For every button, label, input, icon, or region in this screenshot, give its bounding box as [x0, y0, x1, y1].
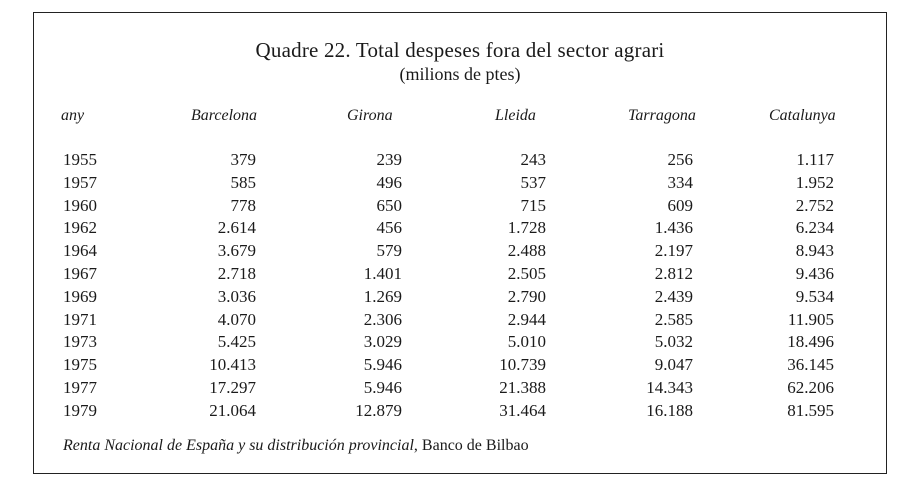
lleida-cell: 2.505 [507, 264, 546, 283]
girona-cell: 1.401 [363, 264, 402, 283]
table-subtitle: (milions de ptes) [399, 64, 521, 84]
tarragona-cell: 5.032 [654, 332, 693, 352]
catalunya-cell: 1.952 [795, 172, 834, 192]
source-note [63, 437, 529, 455]
barcelona-cell: 778 [230, 195, 256, 215]
lleida-cell: 2.944 [507, 309, 546, 329]
year-cell: 1964 [63, 241, 97, 261]
tarragona-cell: 9.047 [654, 355, 693, 375]
barcelona-cell: 10.413 [209, 355, 256, 375]
lleida-cell: 21.388 [499, 378, 546, 397]
girona-cell: 239 [376, 150, 402, 169]
header-girona: Girona [347, 107, 393, 124]
tarragona-cell: 1.436 [654, 218, 693, 238]
catalunya-cell: 8.943 [795, 241, 834, 261]
table-row [34, 287, 886, 310]
header-year: any [61, 107, 85, 124]
girona-cell: 579 [376, 241, 402, 261]
table-row [34, 150, 886, 173]
header-catalunya: Catalunya [769, 107, 836, 124]
lleida-cell: 537 [520, 172, 546, 192]
barcelona-cell: 21.064 [209, 400, 256, 420]
tarragona-cell: 609 [667, 195, 693, 215]
girona-cell: 3.029 [363, 332, 402, 352]
year-cell: 1971 [63, 309, 97, 329]
catalunya-cell: 2.752 [795, 195, 834, 215]
barcelona-cell: 2.614 [217, 218, 256, 238]
tarragona-cell: 2.812 [654, 264, 693, 283]
lleida-cell: 2.488 [507, 241, 546, 261]
barcelona-cell: 17.297 [209, 378, 256, 397]
table-row [34, 218, 886, 241]
tarragona-cell: 16.188 [646, 400, 693, 420]
source-publisher: , Banco de Bilbao [413, 437, 529, 454]
table-title: Quadre 22. Total despeses fora del sector agrari [255, 38, 665, 62]
header-tarragona: Tarragona [628, 107, 696, 124]
table-row [34, 378, 886, 401]
catalunya-cell: 6.234 [795, 218, 834, 238]
girona-cell: 12.879 [355, 400, 402, 420]
year-cell: 1975 [63, 355, 97, 375]
tarragona-cell: 2.197 [654, 241, 693, 261]
table-row [34, 173, 886, 196]
girona-cell: 1.269 [363, 286, 402, 306]
catalunya-cell: 9.436 [795, 264, 834, 283]
source-title: Renta Nacional de España y su distribución provincial [63, 437, 414, 454]
barcelona-cell: 3.679 [217, 241, 256, 261]
header-barcelona: Barcelona [191, 107, 258, 124]
barcelona-cell: 4.070 [217, 309, 256, 329]
catalunya-cell: 36.145 [787, 355, 834, 375]
catalunya-cell: 1.117 [796, 150, 834, 169]
girona-cell: 2.306 [363, 309, 402, 329]
tarragona-cell: 256 [667, 150, 693, 169]
table-row [34, 355, 886, 378]
barcelona-cell: 585 [230, 172, 256, 192]
girona-cell: 456 [376, 218, 402, 238]
lleida-cell: 1.728 [507, 218, 546, 238]
barcelona-cell: 5.425 [217, 332, 256, 352]
table-row [34, 310, 886, 333]
lleida-cell: 243 [520, 150, 546, 169]
table-row [34, 196, 886, 219]
girona-cell: 650 [376, 195, 402, 215]
year-cell: 1960 [63, 195, 97, 215]
lleida-cell: 2.790 [507, 286, 546, 306]
table-row [34, 332, 886, 355]
tarragona-cell: 2.439 [654, 286, 693, 306]
lleida-cell: 10.739 [499, 355, 546, 375]
tarragona-cell: 334 [667, 172, 693, 192]
girona-cell: 5.946 [363, 378, 402, 397]
catalunya-cell: 11.905 [787, 309, 834, 329]
table-row [34, 241, 886, 264]
table-frame [33, 12, 887, 474]
catalunya-cell: 62.206 [787, 378, 834, 397]
barcelona-cell: 379 [230, 150, 256, 169]
year-cell: 1962 [63, 218, 97, 238]
year-cell: 1969 [63, 286, 97, 306]
year-cell: 1973 [63, 332, 97, 352]
barcelona-cell: 3.036 [217, 286, 256, 306]
year-cell: 1967 [63, 264, 97, 283]
barcelona-cell: 2.718 [217, 264, 256, 283]
table-row [34, 401, 886, 424]
lleida-cell: 5.010 [507, 332, 546, 352]
tarragona-cell: 14.343 [646, 378, 693, 397]
table-row [34, 264, 886, 287]
year-cell: 1957 [63, 172, 97, 192]
catalunya-cell: 18.496 [787, 332, 834, 352]
catalunya-cell: 81.595 [787, 400, 834, 420]
tarragona-cell: 2.585 [654, 309, 693, 329]
year-cell: 1977 [63, 378, 97, 397]
lleida-cell: 715 [520, 195, 546, 215]
girona-cell: 5.946 [363, 355, 402, 375]
girona-cell: 496 [376, 172, 402, 192]
year-cell: 1979 [63, 400, 97, 420]
year-cell: 1955 [63, 150, 97, 169]
lleida-cell: 31.464 [499, 400, 546, 420]
header-lleida: Lleida [495, 107, 536, 124]
catalunya-cell: 9.534 [795, 286, 834, 306]
